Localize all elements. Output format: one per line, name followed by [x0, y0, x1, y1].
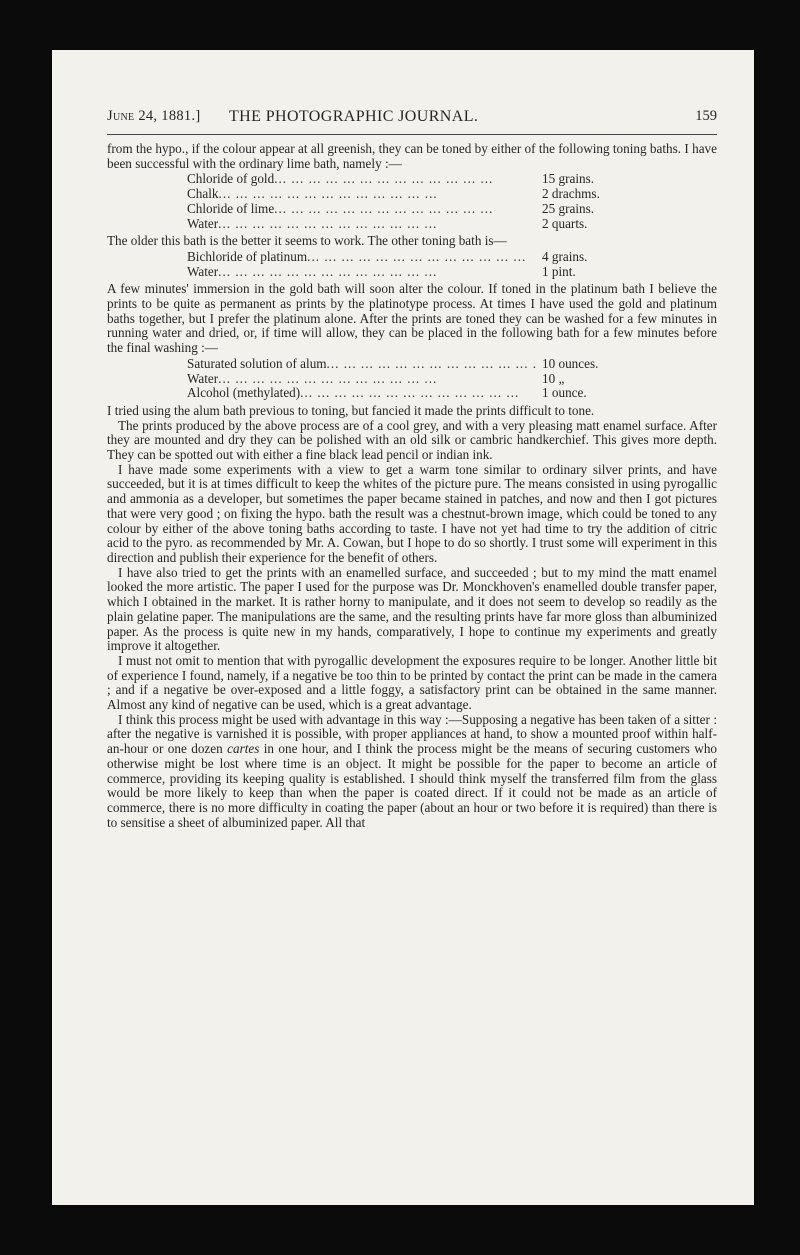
ingredient: Bichloride of platinum [187, 248, 308, 264]
ingredient: Chloride of gold [187, 171, 275, 187]
amount: 2 drachms. [542, 186, 600, 202]
ingredient: Chalk [187, 186, 219, 202]
ingredient: Chloride of lime [187, 200, 275, 216]
header-date: June 24, 1881.] [107, 108, 201, 124]
running-header [107, 108, 717, 134]
paragraph-7: I have also tried to get the prints with an enamelled surface, and succeeded ; but to my mind the matt enamel looked the more artistic. The paper I used for the purpose was Dr. Monckhoven's enamelled double transfer paper, which I obtained in the market. It is rather horny to manipulate, and it does not seem to develop so readily as the plain gelatine paper. The manipulations are the same, and the resulting prints have far more gloss than albuminized paper. As the process is quite new in my hands, comparatively, I hope to continue my experiments and greatly improve it altogether. [107, 564, 717, 654]
recipe-row [187, 357, 637, 372]
recipe-row [187, 386, 637, 401]
ingredient: Water [187, 215, 219, 231]
alum-bath-recipe [187, 357, 637, 401]
leader-dots [307, 250, 538, 265]
amount: 25 grains. [542, 200, 595, 216]
leader-dots [300, 386, 538, 401]
paragraph-5: The prints produced by the above process are of a cool grey, and with a very pleasing matt enamel surface. After they are mounted and dry they can be polished with an old silk or cambric handkerchief. This gives more depth. They can be spotted out with either a fine black lead pencil or indian ink. [107, 417, 717, 463]
leader-dots [218, 372, 538, 387]
paragraph-9-text-a: I think this process might be used with advantage in this way :—Supposing a negative has been taken of a sitter : after the negative is varnished it is possible, with proper appliances at hand, to show a mounted proof within half-an-hour or one dozen [107, 711, 717, 757]
ingredient: Water [187, 370, 219, 386]
leader-dots [327, 357, 538, 372]
paragraph-2: The older this bath is the better it seems to work. The other toning bath is— [107, 233, 507, 249]
recipe-row [187, 202, 637, 217]
paragraph-9-italic-cartes: cartes [227, 741, 260, 757]
journal-page [52, 50, 754, 1205]
amount: 15 grains. [542, 171, 595, 187]
platinum-bath-recipe [187, 250, 637, 279]
ingredient: Saturated solution of alum [187, 355, 327, 371]
amount: 2 quarts. [542, 215, 588, 231]
amount: 10 ounces. [542, 355, 599, 371]
amount: 1 pint. [542, 263, 576, 279]
paragraph-9-text-b: in one hour, and I think the process might be the means of securing customers who otherwise might be lost where time is an object. It might be possible for the paper to become an article of commerce, providing its keeping quality is established. I should think myself the transferred film from the glass would be more likely to keep than when the paper is coated direct. If it could not be made as an article of commerce, there is no more difficulty in coating the paper (about an hour or two before it is required) than there is to sensitise a sheet of albuminized paper. All that [107, 741, 718, 830]
ingredient: Water [187, 263, 219, 279]
page-content [107, 108, 717, 830]
paragraph-6: I have made some experiments with a view to get a warm tone similar to ordinary silver prints, and have succeeded, but it is at times difficult to keep the whites of the picture pure. The means consisted in using pyrogallic and ammonia as a developer, but sometimes the paper became stained in patches, and now and then I got pictures that were very good ; on fixing the hypo. bath the result was a chestnut-brown image, which could be toned to any colour by either of the above toning baths according to taste. I have not yet had time to try the addition of citric acid to the pyro. as recommended by Mr. A. Cowan, but I hope to do so shortly. I trust some will experiment in this direction and publish their experience for the benefit of others. [107, 461, 717, 565]
ingredient: Alcohol (methylated) [187, 385, 301, 401]
paragraph-4: I tried using the alum bath previous to toning, but fancied it made the prints difficult to tone. [107, 402, 595, 418]
recipe-row [187, 250, 637, 265]
header-rule [107, 134, 717, 135]
paragraph-1: from the hypo., if the colour appear at all greenish, they can be toned by either of the following toning baths. I have been successful with the ordinary lime bath, namely :— [107, 141, 717, 171]
paragraph-3: A few minutes' immersion in the gold bath will soon alter the colour. If toned in the platinum bath I believe the prints to be quite as permanent as prints by the platinotype process. At times I have used the gold and platinum baths together, but I prefer the platinum alone. After the prints are toned they can be washed for a few minutes in running water and dried, or, if time will allow, they can be placed in the following bath for a few minutes before the final washing :— [107, 281, 717, 356]
leader-dots [219, 187, 538, 202]
recipe-row [187, 265, 637, 280]
paragraph-9 [107, 713, 717, 831]
recipe-row [187, 172, 637, 187]
amount: 4 grains. [542, 248, 588, 264]
journal-title: THE PHOTOGRAPHIC JOURNAL. [229, 108, 479, 125]
recipe-row [187, 372, 637, 387]
amount: 1 ounce. [542, 385, 587, 401]
gold-bath-recipe [187, 172, 637, 231]
recipe-row [187, 217, 637, 232]
leader-dots [218, 217, 538, 232]
recipe-row [187, 187, 637, 202]
amount: 10 „ [542, 370, 565, 386]
leader-dots [274, 202, 538, 217]
paragraph-8: I must not omit to mention that with pyrogallic development the exposures require to be longer. Another little bit of experience I found, namely, if a negative be too thin to be printed by contact the print can be made in the camera ; and if a negative be over-exposed and a little foggy, a satisfactory print can be obtained in the same manner. Almost any kind of negative can be used, which is a great advantage. [107, 652, 717, 713]
page-number: 159 [695, 108, 717, 124]
leader-dots [218, 265, 538, 280]
leader-dots [274, 172, 538, 187]
